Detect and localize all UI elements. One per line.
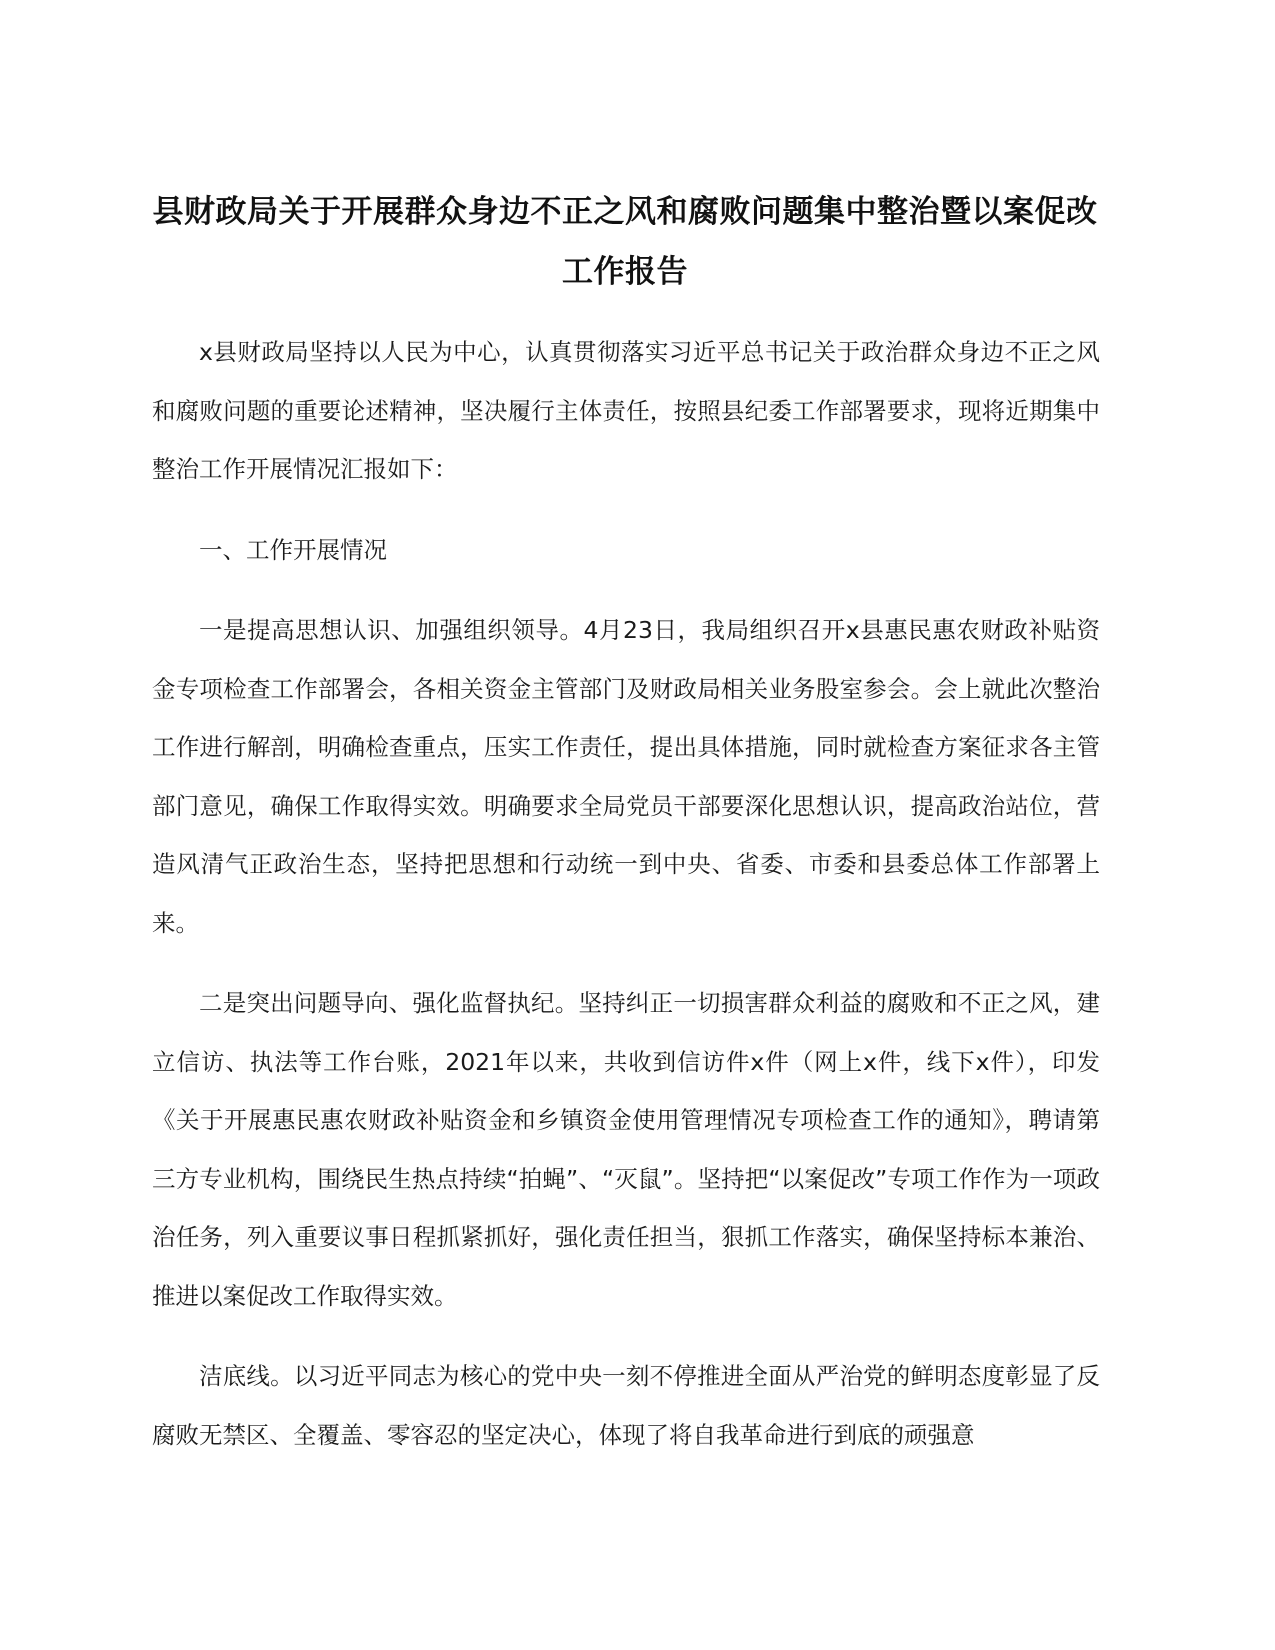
body-paragraph-3: 洁底线。以习近平同志为核心的党中央一刻不停推进全面从严治党的鲜明态度彰显了反腐败无禁区、全覆盖、零容忍的坚定决心，体现了将自我革命进行到底的顽强意 (152, 1362, 1100, 1449)
document-title: 县财政局关于开展群众身边不正之风和腐败问题集中整治暨以案促改工作报告 (152, 194, 1098, 290)
body-paragraph-1: 一是提高思想认识、加强组织领导。4月23日，我局组织召开x县惠民惠农财政补贴资金专项检查工作部署会，各相关资金主管部门及财政局相关业务股室参会。会上就此次整治工作进行解剖，明确检查重点，压实工作责任，提出具体措施，同时就检查方案征求各主管部门意见，确保工作取得实效。明确要求全局党员干部要深化思想认识，提高政治站位，营造风清气正政治生态，坚持把思想和行动统一到中央、省委、市委和县委总体工作部署上来。 (152, 616, 1100, 937)
intro-paragraph: x县财政局坚持以人民为中心，认真贯彻落实习近平总书记关于政治群众身边不正之风和腐败问题的重要论述精神，坚决履行主体责任，按照县纪委工作部署要求，现将近期集中整治工作开展情况汇报如下： (152, 338, 1100, 483)
section-heading: 一、工作开展情况 (199, 535, 387, 564)
body-paragraph-2: 二是突出问题导向、强化监督执纪。坚持纠正一切损害群众利益的腐败和不正之风，建立信访、执法等工作台账，2021年以来，共收到信访件x件（网上x件，线下x件），印发《关于开展惠民惠农财政补贴资金和乡镇资金使用管理情况专项检查工作的通知》，聘请第三方专业机构，围绕民生热点持续“拍蝇”、“灭鼠”。坚持把“以案促改”专项工作作为一项政治任务，列入重要议事日程抓紧抓好，强化责任担当，狠抓工作落实，确保坚持标本兼治、推进以案促改工作取得实效。 (152, 989, 1100, 1310)
document-body (152, 323, 1100, 1486)
